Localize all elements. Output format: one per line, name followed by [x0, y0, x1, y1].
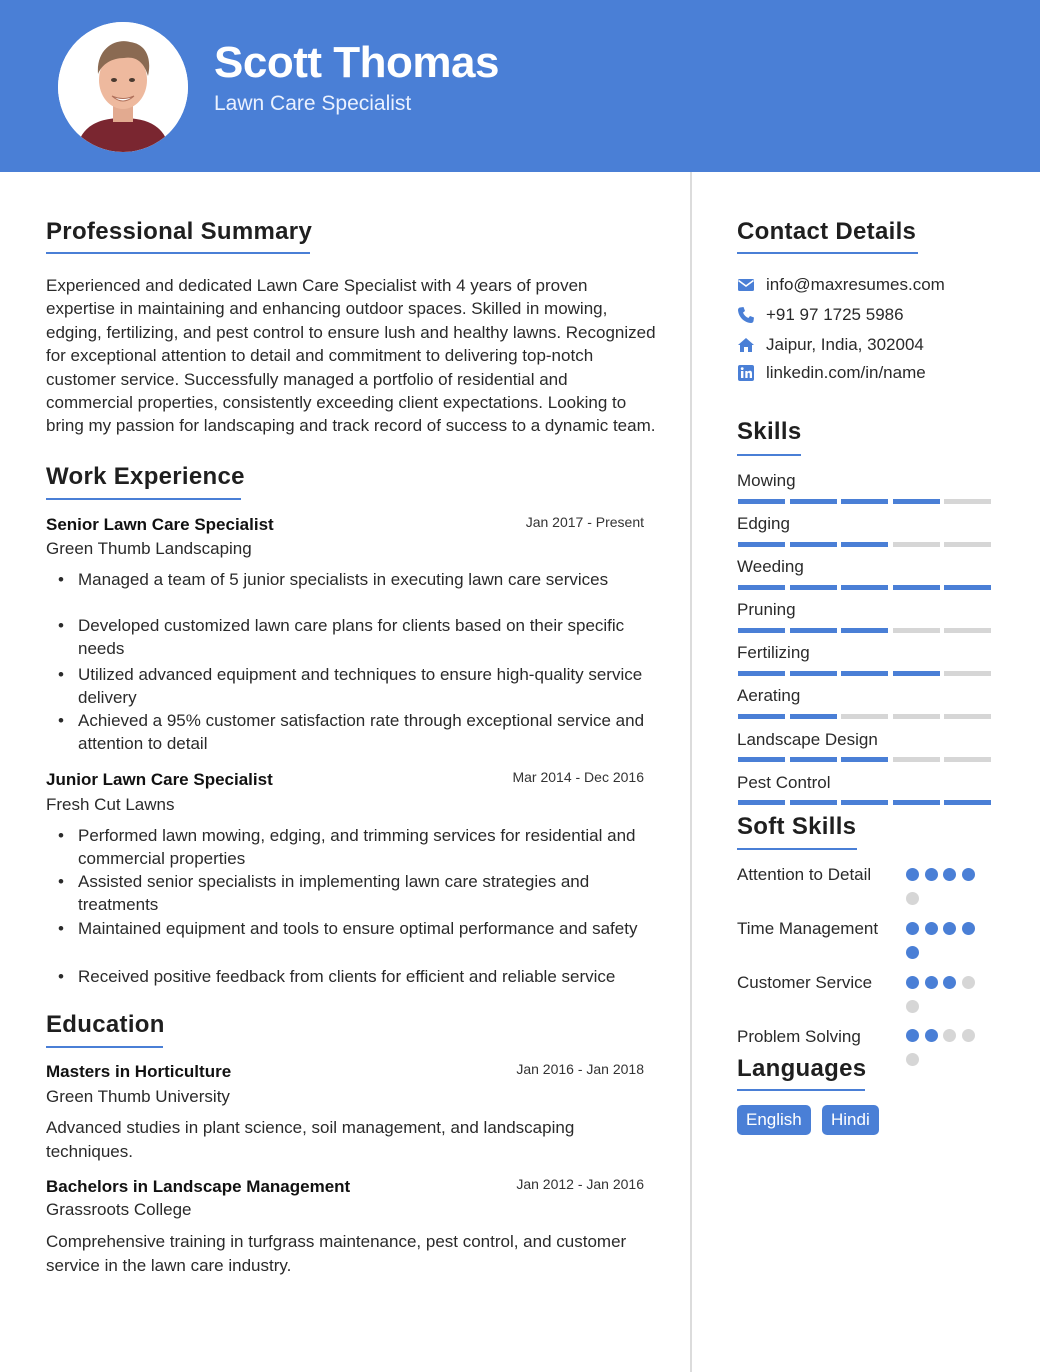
rating-dot: [906, 892, 919, 905]
soft-skill-name: Customer Service: [737, 973, 873, 992]
soft-skill-name: Problem Solving: [737, 1027, 861, 1046]
column-divider: [690, 172, 692, 1372]
soft-skills-title: Soft Skills: [737, 813, 857, 840]
skill-level-bar: [738, 628, 994, 633]
job-dates: Jan 2017 - Present: [525, 514, 644, 530]
education-description: Advanced studies in plant science, soil management, and landscaping techniques.: [46, 1118, 575, 1161]
list-item: • Utilized advanced equipment and techniques to ensure high-quality service delivery: [46, 663, 656, 710]
skill-bar-segment: [790, 585, 837, 590]
rating-dot: [925, 868, 938, 881]
skill-name: Weeding: [737, 557, 804, 576]
skill-bar-segment: [841, 671, 888, 676]
skill-name: Pruning: [737, 600, 796, 619]
contact-underline: [737, 252, 918, 254]
education-dates: Jan 2016 - Jan 2018: [516, 1061, 644, 1077]
skill-level-bar: [738, 499, 994, 504]
rating-dot: [962, 1029, 975, 1042]
list-item: • Maintained equipment and tools to ensure optimal performance and safety: [46, 917, 656, 940]
contact-address-text: Jaipur, India, 302004: [766, 335, 924, 354]
rating-dot: [906, 922, 919, 935]
soft-skill-name: Attention to Detail: [737, 865, 872, 884]
skill-bar-segment: [944, 714, 991, 719]
list-item: • Managed a team of 5 junior specialists in executing lawn care services: [46, 568, 656, 591]
skill-bar-segment: [841, 800, 888, 805]
contact-phone-text: +91 97 1725 5986: [766, 305, 904, 324]
skill-bar-segment: [790, 757, 837, 762]
contact-title: Contact Details: [737, 218, 917, 245]
candidate-name: Scott Thomas: [214, 38, 499, 87]
skill-bar-segment: [738, 499, 785, 504]
summary-title: Professional Summary: [46, 218, 313, 245]
rating-dot: [962, 976, 975, 989]
skill-bar-segment: [738, 585, 785, 590]
rating-dot: [943, 868, 956, 881]
phone-icon: [737, 306, 755, 324]
profile-photo: [58, 22, 188, 152]
skill-level-bar: [738, 542, 994, 547]
rating-dot: [925, 1029, 938, 1042]
degree-title: Bachelors in Landscape Management: [46, 1177, 351, 1196]
skills-underline: [737, 454, 801, 456]
skill-name: Edging: [737, 514, 790, 533]
skill-level-bar: [738, 757, 994, 762]
rating-dot: [925, 976, 938, 989]
skill-name: Pest Control: [737, 773, 831, 792]
experience-title: Work Experience: [46, 463, 245, 490]
list-item: • Developed customized lawn care plans for clients based on their specific needs: [46, 614, 656, 661]
education-description: Comprehensive training in turfgrass maintenance, pest control, and customer service in the lawn care industry.: [46, 1232, 627, 1275]
list-item: • Received positive feedback from clients for efficient and reliable service: [46, 965, 656, 988]
language-badge: Hindi: [822, 1105, 879, 1135]
school-name: Grassroots College: [46, 1200, 192, 1219]
education-title: Education: [46, 1011, 165, 1038]
job-company: Green Thumb Landscaping: [46, 539, 252, 558]
skill-bar-segment: [841, 757, 888, 762]
skill-bar-segment: [738, 628, 785, 633]
skill-bar-segment: [893, 499, 940, 504]
job-dates: Mar 2014 - Dec 2016: [512, 769, 644, 785]
skill-bar-segment: [944, 757, 991, 762]
rating-dot: [906, 1000, 919, 1013]
skill-bar-segment: [738, 714, 785, 719]
rating-dot: [906, 976, 919, 989]
languages-title: Languages: [737, 1055, 867, 1082]
skill-bar-segment: [738, 800, 785, 805]
skill-bar-segment: [738, 542, 785, 547]
avatar: [58, 22, 188, 152]
linkedin-icon: [737, 364, 755, 382]
education-dates: Jan 2012 - Jan 2016: [516, 1176, 644, 1192]
list-item: • Performed lawn mowing, edging, and trimming services for residential and commercial properties: [46, 824, 656, 871]
skill-bar-segment: [790, 714, 837, 719]
skill-level-bar: [738, 714, 994, 719]
summary-text: Experienced and dedicated Lawn Care Specialist with 4 years of proven expertise in maintaining and enhancing outdoor spaces. Skilled in mowing, edging, fertilizing, and pest control to ensure lush and healthy lawns. Recognized for exceptional attention to detail and commitment to delivering top-notch customer service. Successfully managed a portfolio of residential and commercial properties, consistently exceeding client expectations. Looking to bring my passion for landscaping and track record of success to a dynamic team.: [46, 276, 656, 436]
skill-bar-segment: [738, 757, 785, 762]
skill-bar-segment: [944, 542, 991, 547]
skill-bar-segment: [790, 542, 837, 547]
skill-name: Landscape Design: [737, 730, 878, 749]
skill-bar-segment: [790, 628, 837, 633]
skill-bar-segment: [893, 800, 940, 805]
skill-name: Fertilizing: [737, 643, 810, 662]
list-item: • Assisted senior specialists in implementing lawn care strategies and treatments: [46, 870, 656, 917]
skill-bar-segment: [790, 499, 837, 504]
languages-underline: [737, 1089, 865, 1091]
envelope-icon: [737, 276, 755, 294]
skill-bar-segment: [893, 628, 940, 633]
skill-level-bar: [738, 800, 994, 805]
soft-skills-underline: [737, 848, 857, 850]
soft-skill-name: Time Management: [737, 919, 879, 938]
skill-bar-segment: [944, 800, 991, 805]
rating-dot: [906, 946, 919, 959]
contact-linkedin-text: linkedin.com/in/name: [766, 363, 926, 382]
rating-dot: [943, 976, 956, 989]
home-icon: [737, 336, 755, 354]
skill-bar-segment: [893, 585, 940, 590]
skill-bar-segment: [841, 628, 888, 633]
skill-bar-segment: [841, 714, 888, 719]
skill-name: Mowing: [737, 471, 796, 490]
job-title: Senior Lawn Care Specialist: [46, 515, 274, 534]
skill-bar-segment: [893, 542, 940, 547]
rating-dot: [962, 868, 975, 881]
skill-bar-segment: [944, 585, 991, 590]
skill-bar-segment: [944, 499, 991, 504]
contact-email-text: info@maxresumes.com: [766, 275, 945, 294]
skills-title: Skills: [737, 418, 802, 445]
degree-title: Masters in Horticulture: [46, 1062, 232, 1081]
skill-bar-segment: [893, 671, 940, 676]
skill-level-bar: [738, 585, 994, 590]
rating-dot: [906, 1029, 919, 1042]
rating-dot: [962, 922, 975, 935]
rating-dot: [925, 922, 938, 935]
skill-level-bar: [738, 671, 994, 676]
skill-bar-segment: [790, 800, 837, 805]
skill-bar-segment: [944, 671, 991, 676]
language-badge: English: [737, 1105, 811, 1135]
skill-bar-segment: [841, 499, 888, 504]
rating-dot: [943, 922, 956, 935]
experience-underline: [46, 498, 241, 500]
job-title: Junior Lawn Care Specialist: [46, 770, 273, 789]
rating-dot: [943, 1029, 956, 1042]
skill-bar-segment: [841, 542, 888, 547]
summary-underline: [46, 252, 310, 254]
education-underline: [46, 1046, 163, 1048]
school-name: Green Thumb University: [46, 1087, 230, 1106]
skill-bar-segment: [893, 714, 940, 719]
list-item: • Achieved a 95% customer satisfaction rate through exceptional service and attention to detail: [46, 709, 656, 756]
job-company: Fresh Cut Lawns: [46, 795, 175, 814]
skill-bar-segment: [841, 585, 888, 590]
skill-name: Aerating: [737, 686, 801, 705]
skill-bar-segment: [944, 628, 991, 633]
candidate-role: Lawn Care Specialist: [214, 92, 412, 115]
skill-bar-segment: [893, 757, 940, 762]
rating-dot: [906, 868, 919, 881]
rating-dot: [906, 1053, 919, 1066]
skill-bar-segment: [738, 671, 785, 676]
skill-bar-segment: [790, 671, 837, 676]
resume-header: [0, 0, 1040, 172]
